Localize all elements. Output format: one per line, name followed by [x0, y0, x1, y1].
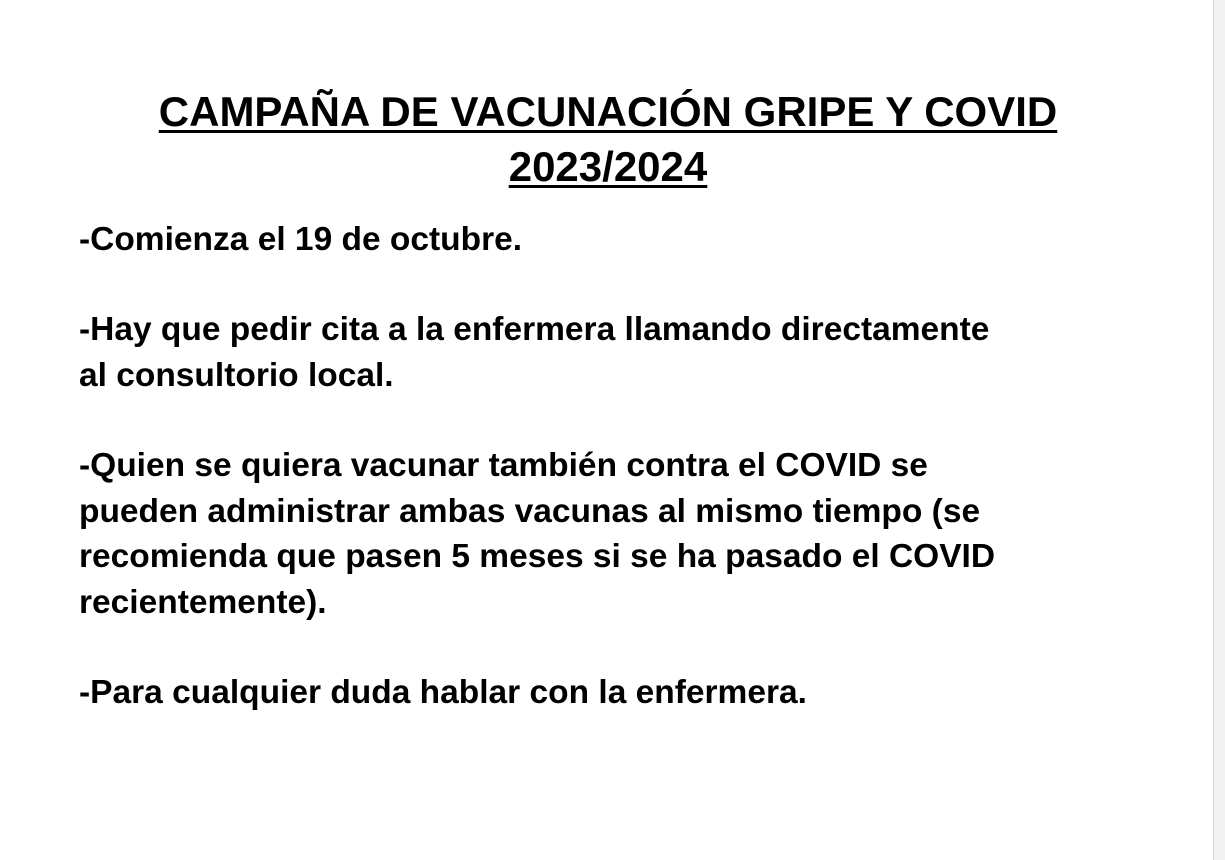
paragraph-covid-vaccine — [79, 443, 995, 625]
paragraph-line: -Quien se quiera vacunar también contra el COVID se — [79, 447, 928, 484]
paragraph-line: al consultorio local. — [79, 356, 394, 394]
paragraph-line: recientemente). — [79, 583, 327, 621]
paragraph-questions — [79, 670, 807, 716]
title-line-1: CAMPAÑA DE VACUNACIÓN GRIPE Y COVID — [158, 88, 1058, 135]
paragraph-line: pueden administrar ambas vacunas al mismo tiempo (se — [79, 492, 981, 530]
title-line-2: 2023/2024 — [508, 143, 708, 190]
paragraph-line: -Para cualquier duda hablar con la enfermera. — [79, 674, 807, 711]
paragraph-appointment — [79, 307, 989, 398]
page-edge — [1213, 0, 1225, 860]
paragraph-line: -Hay que pedir cita a la enfermera llamando directamente — [79, 311, 990, 348]
paragraph-line: -Comienza el 19 de octubre. — [79, 221, 523, 258]
document-title — [0, 84, 1216, 194]
paragraph-line: recomienda que pasen 5 meses si se ha pasado el COVID — [79, 538, 996, 575]
paragraph-start-date — [79, 217, 522, 263]
